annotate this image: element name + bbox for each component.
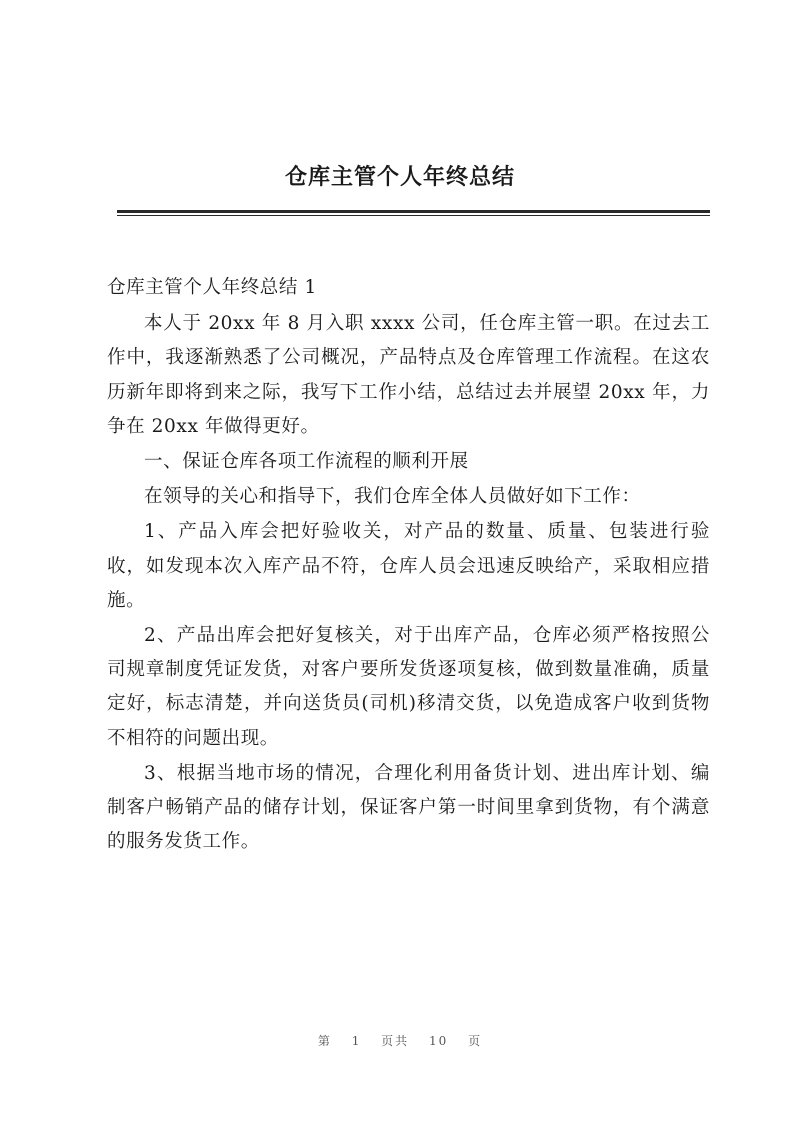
paragraph-work-intro: 在领导的关心和指导下，我们仓库全体人员做好如下工作： xyxy=(144,486,641,508)
subheading-workflow: 一、保证仓库各项工作流程的顺利开展 xyxy=(144,451,469,473)
title-divider-thin xyxy=(117,215,710,216)
title-divider-thick xyxy=(117,210,710,213)
document-title: 仓库主管个人年终总结 xyxy=(284,165,515,190)
page-footer xyxy=(0,1032,800,1049)
paragraph-item-2: 2、产品出库会把好复核关，对于出库产品，仓库必须严格按照公司规章制度凭证发货，对客户要所发货逐项复核，做到数量准确，质量定好，标志清楚，并向送货员(司机)移清交货，以免造成客户收到货物不相符的问题出现。 xyxy=(107,625,710,749)
footer-label-pages: 页 xyxy=(468,1034,483,1048)
paragraph-intro: 本人于 20xx 年 8 月入职 xxxx 公司，任仓库主管一职。在过去工作中，我逐渐熟悉了公司概况，产品特点及仓库管理工作流程。在这农历新年即将到来之际，我写下工作小结，总结过去并展望 20xx 年，力争在 20xx 年做得更好。 xyxy=(107,313,710,437)
footer-label-page: 第 xyxy=(317,1034,332,1048)
footer-current-page: 1 xyxy=(351,1034,362,1048)
footer-label-of: 页共 xyxy=(381,1034,410,1048)
footer-total-pages: 10 xyxy=(429,1034,449,1048)
section-heading: 仓库主管个人年终总结 1 xyxy=(107,277,317,298)
paragraph-item-3: 3、根据当地市场的情况，合理化利用备货计划、进出库计划、编制客户畅销产品的储存计划，保证客户第一时间里拿到货物，有个满意的服务发货工作。 xyxy=(107,762,710,853)
paragraph-item-1: 1、产品入库会把好验收关，对产品的数量、质量、包装进行验收，如发现本次入库产品不符，仓库人员会迅速反映给产，采取相应措施。 xyxy=(107,521,710,611)
document-body xyxy=(107,271,710,860)
